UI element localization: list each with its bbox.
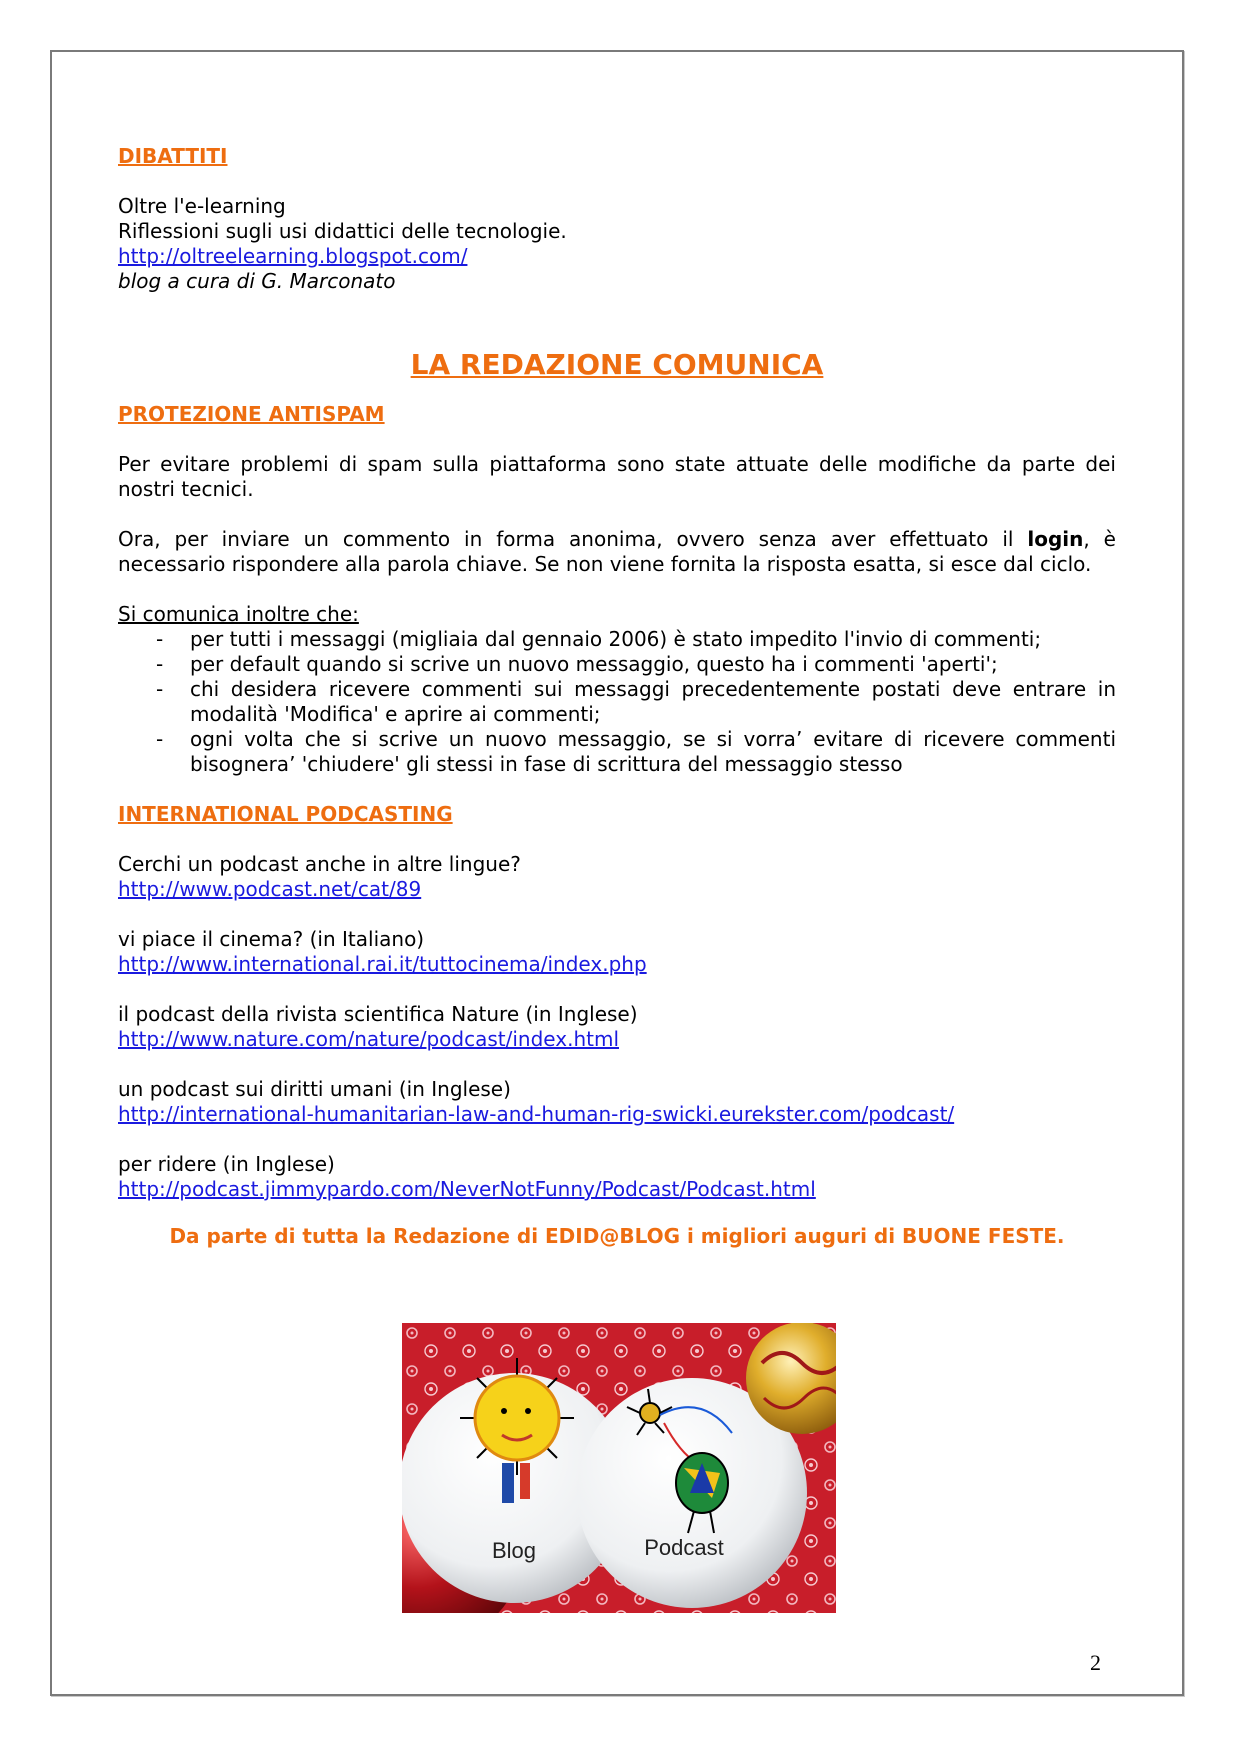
holiday-banner (402, 1323, 836, 1613)
dibattiti-line1: Oltre l'e-learning (118, 194, 286, 218)
dibattiti-link[interactable]: http://oltreelearning.blogspot.com/ (118, 244, 468, 268)
list-item: - per default quando si scrive un nuovo messaggio, questo ha i commenti 'aperti'; (156, 652, 998, 676)
podcast-text-2: il podcast della rivista scientifica Nature (in Inglese) (118, 1002, 638, 1026)
podcast-text-1: vi piace il cinema? (in Italiano) (118, 927, 425, 951)
banner-blog-label: Blog (491, 1538, 537, 1563)
antispam-intro: Si comunica inoltre che: (118, 602, 359, 626)
antispam-para2: Ora, per inviare un commento in forma anonima, ovvero senza aver effettuato il login, è necessario rispondere alla parola chiave. Se non viene fornita la risposta esatta, si esce dal ciclo. (118, 527, 1116, 576)
page-number: 2 (1090, 1650, 1101, 1675)
list-item: - per tutti i messaggi (migliaia dal gennaio 2006) è stato impedito l'invio di commenti; (156, 627, 1042, 651)
podcast-text-4: per ridere (in Inglese) (118, 1152, 335, 1176)
list-item: - chi desidera ricevere commenti sui messaggi precedentemente postati deve entrare in modalità 'Modifica' e aprire ai commenti; (156, 677, 1116, 726)
login-bold: login (1027, 527, 1084, 551)
podcast-link-4[interactable]: http://podcast.jimmypardo.com/NeverNotFunny/Podcast/Podcast.html (118, 1177, 816, 1201)
podcast-link-2[interactable]: http://www.nature.com/nature/podcast/index.html (118, 1027, 619, 1051)
banner-podcast-label: Podcast (644, 1535, 724, 1560)
list-item: - ogni volta che si scrive un nuovo messaggio, se si vorra’ evitare di ricevere commenti bisognera’ 'chiudere' gli stessi in fase di scrittura del messaggio stesso (156, 727, 1116, 776)
podcast-link-1[interactable]: http://www.international.rai.it/tuttocinema/index.php (118, 952, 647, 976)
main-title: LA REDAZIONE COMUNICA (410, 348, 824, 381)
podcast-link-0[interactable]: http://www.podcast.net/cat/89 (118, 877, 422, 901)
antispam-para1: Per evitare problemi di spam sulla piattaforma sono state attuate delle modifiche da parte dei nostri tecnici. (118, 452, 1116, 501)
dibattiti-credit: blog a cura di G. Marconato (118, 269, 396, 293)
document-body (118, 144, 1116, 1249)
dibattiti-line2: Riflessioni sugli usi didattici delle tecnologie. (118, 219, 567, 243)
antispam-bullet-list (118, 627, 1116, 777)
podcast-text-0: Cerchi un podcast anche in altre lingue? (118, 852, 521, 876)
antispam-heading: PROTEZIONE ANTISPAM (118, 402, 385, 426)
greeting: Da parte di tutta la Redazione di EDID@BLOG i migliori auguri di BUONE FESTE. (169, 1224, 1065, 1248)
podcasting-heading: INTERNATIONAL PODCASTING (118, 802, 453, 826)
podcast-link-3[interactable]: http://international-humanitarian-law-and-human-rig-swicki.eurekster.com/podcast/ (118, 1102, 955, 1126)
dibattiti-heading: DIBATTITI (118, 144, 228, 168)
podcast-text-3: un podcast sui diritti umani (in Inglese) (118, 1077, 511, 1101)
